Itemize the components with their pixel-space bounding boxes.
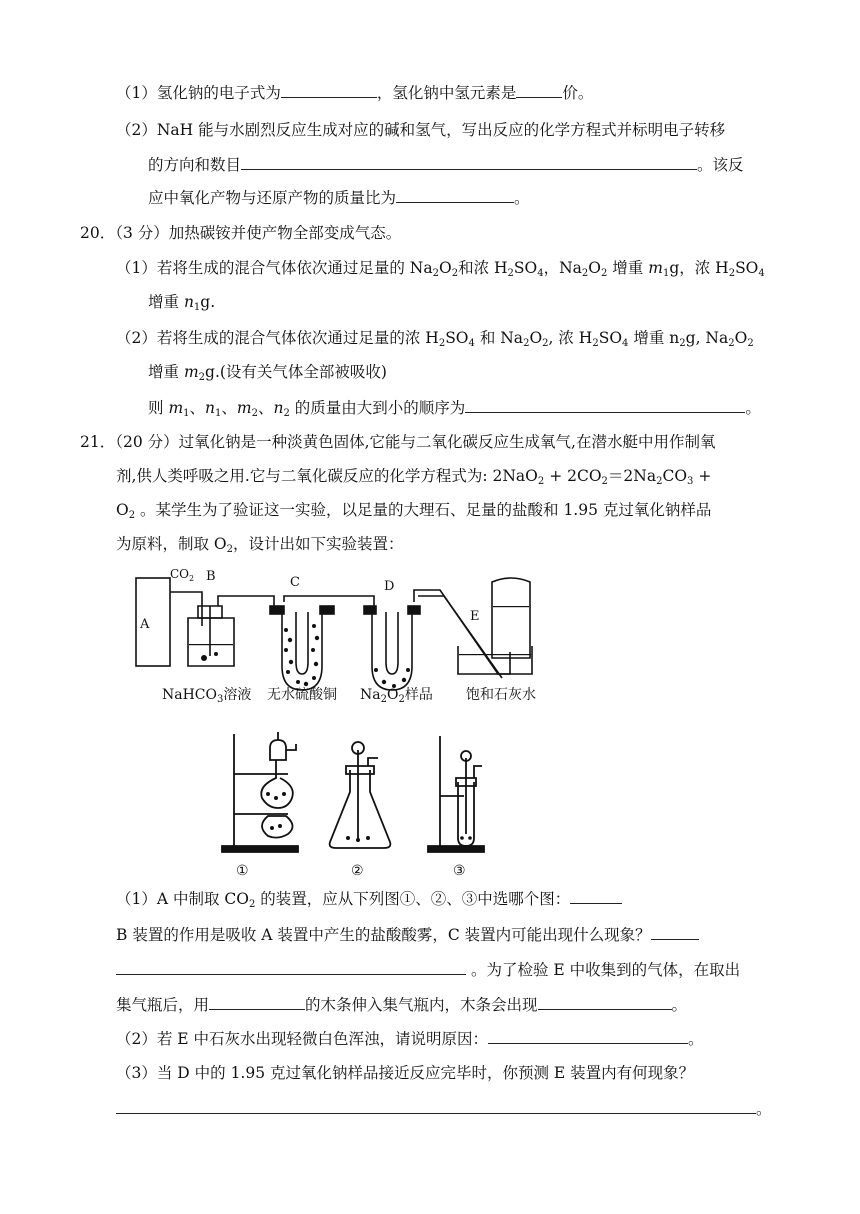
q21-text: （1）A 中制取 CO (116, 890, 249, 908)
q19-p2-text-d: 。 (514, 189, 530, 207)
q20-text: ，Na (543, 259, 582, 277)
q21-line2: 剂,供人类呼吸之用.它与二氧化碳反应的化学方程式为: $2NaO_2 + 2CO_2=2Na_2CO_3$ + (116, 467, 712, 487)
caption-nahco3: NaHCO$_3$溶液 (162, 687, 252, 705)
q21-text: 为原料，制取 O (116, 535, 227, 553)
q21-sub2 (116, 1027, 704, 1050)
answer-blank[interactable] (651, 923, 699, 940)
caption-limewater: 饱和石灰水 (466, 687, 536, 703)
q20-text: g.(设有关气体全部被吸收) (205, 363, 387, 381)
q21-text: 集气瓶后，用 (116, 996, 210, 1014)
caption-cuso4: 无水硫酸铜 (267, 687, 337, 703)
q21-text: 剂,供人类呼吸之用.它与二氧化碳反应的化学方程式为: 2Na (116, 467, 526, 485)
label-B: B (206, 569, 216, 584)
q21-sub1-line3 (116, 958, 740, 981)
q21-text: B 装置的作用是吸收 A 装置中产生的盐酸酸雾，C 装置内可能出现什么现象？ (116, 926, 651, 944)
q21-text: ＝2Na (607, 467, 657, 485)
q20-part2-line2: 增重 $m_2g$.(设有关气体全部被吸收) (148, 363, 387, 383)
answer-blank[interactable] (209, 993, 305, 1010)
q21-line1: 21．（20 分）过氧化钠是一种淡黄色固体,它能与二氧化碳反应生成氧气,在潜水艇中用作制氧 (80, 433, 716, 451)
q21-line3: $O_2$ 。某学生为了验证这一实验，以足量的大理石、足量的盐酸和 1.95 克过氧化钠样品 (116, 501, 712, 521)
q20-text: 增重 (607, 259, 649, 277)
q21-sub1-line4 (116, 993, 687, 1016)
granules-C (284, 624, 319, 686)
q20-part1-line2 (148, 291, 215, 313)
q20-text: 增重 (148, 293, 184, 311)
q21-text: （2）若 E 中石灰水出现轻微白色浑浊，请说明原因： (116, 1030, 489, 1048)
q20-text: O (529, 329, 543, 347)
q19-p1-text-c: 价。 (562, 84, 594, 102)
co2-generator-options (218, 730, 508, 862)
q21-line4: 为原料，制取 $O_2$，设计出如下实验装置： (116, 535, 404, 555)
answer-blank[interactable] (396, 186, 514, 203)
u-tube-C (272, 612, 332, 690)
answer-blank[interactable] (116, 958, 466, 975)
label-D: D (384, 579, 395, 594)
q19-p2-text-c: 应中氧化产物与还原产物的质量比为 (148, 189, 397, 207)
q21-text: ，设计出如下实验装置： (233, 535, 404, 553)
q21-text: 的装置，应从下列图①、②、③中选哪个图： (255, 890, 571, 908)
q19-part1 (116, 81, 593, 104)
q21-sub3-answer (116, 1097, 772, 1120)
q20-text: 和浓 H (458, 259, 508, 277)
q20-text: SO (513, 259, 538, 277)
q20-text: O (588, 259, 601, 277)
q20-text: （2）若将生成的混合气体依次通过足量的浓 H (116, 329, 439, 347)
q20-text: SO (735, 259, 759, 277)
q20-part2-line1: （2）若将生成的混合气体依次通过足量的浓 $H_2SO_4$ 和 $Na_2O_2$, 浓 $H_2SO_4$ 增重 $n_2g$, $Na_2O_2$ (116, 329, 754, 349)
q20-part3: 则 $m_1$、$n_1$、$m_2$、$n_2$ 的质量由大到小的顺序为 。 (148, 396, 761, 419)
caption-na2o2: $Na_2O_2$样品 (360, 687, 433, 705)
q21-sub3: （3）当 D 中的 1.95 克过氧化钠样品接近反应完毕时，你预测 E 装置内有何现象？ (116, 1064, 695, 1082)
q20-text: SO (598, 329, 623, 347)
answer-blank[interactable] (289, 153, 663, 170)
answer-blank[interactable] (538, 993, 672, 1010)
answer-blank[interactable] (516, 81, 562, 98)
q20-text: 增重 n (628, 329, 680, 347)
q21-text: O (116, 501, 129, 519)
q20-text: O (438, 259, 452, 277)
q20-var: n (183, 293, 194, 311)
answer-blank[interactable] (281, 81, 377, 98)
q20-text: O (734, 329, 748, 347)
q21-text: + (693, 467, 712, 485)
q20-text: g，浓 H (669, 259, 729, 277)
q20-text: 和 Na (474, 329, 524, 347)
q20-text: 增重 (148, 363, 184, 381)
u-tube-D (364, 612, 420, 690)
q20-text: 。 (745, 399, 761, 417)
q19-part2-line1: （2）NaH 能与水剧烈反应生成对应的碱和氢气，写出反应的化学方程式并标明电子转移 (116, 121, 726, 139)
q19-part2-line2 (148, 153, 744, 176)
label-C: C (290, 575, 300, 590)
q19-p2-text-b: 。该反 (697, 156, 744, 174)
q21-sub1-line2 (116, 923, 699, 946)
q19-p2-text: 的方向和数目 (148, 156, 242, 174)
q21-text: + 2CO (544, 467, 602, 485)
answer-blank[interactable] (116, 1097, 756, 1114)
answer-blank[interactable] (663, 153, 697, 170)
answer-blank[interactable] (465, 396, 745, 413)
q21-text: 。 (756, 1100, 772, 1118)
q20-text: 的质量由大到小的顺序为 (294, 399, 466, 417)
q20-text: g, Na (685, 329, 729, 347)
q21-text: 。为了检验 E 中收集到的气体，在取出 (470, 961, 741, 979)
q20-text: （1）若将生成的混合气体依次通过足量的 Na (116, 259, 433, 277)
bottle-B (188, 618, 234, 666)
q21-text: CO (662, 467, 688, 485)
option-1-number: ① (236, 863, 249, 879)
q20-var: m (648, 259, 663, 277)
conical-flask-2 (330, 770, 391, 848)
q20-part1-line1: （1）若将生成的混合气体依次通过足量的 $Na_2O_2$和浓 $H_2SO_4$，$Na_2O_2$ 增重 $m_1g$，浓 $H_2SO_4$ (116, 259, 765, 279)
q21-sub1-line1: （1）A 中制取 $CO_2$ 的装置，应从下列图①、②、③中选哪个图： (116, 887, 622, 910)
q20-sub: 1 (662, 268, 670, 279)
q20-text: g. (200, 293, 216, 311)
q19-p1-text-a: （1）氢化钠的电子式为 (116, 84, 281, 102)
label-E: E (470, 609, 480, 624)
option-3-number: ③ (453, 863, 466, 879)
q21-text: 。 (671, 996, 688, 1014)
answer-blank[interactable] (488, 1027, 688, 1044)
label-CO2: $CO_2$ (170, 567, 195, 583)
q20-text: , 浓 H (548, 329, 593, 347)
q20-heading: 20．（3 分）加热碳铵并使产物全部变成气态。 (80, 224, 402, 242)
option-2-number: ② (351, 863, 364, 879)
answer-blank[interactable] (570, 887, 622, 904)
q21-text: 的木条伸入集气瓶内，木条会出现 (305, 996, 538, 1014)
q19-part2-line3 (148, 186, 530, 209)
gas-jar-E (492, 578, 530, 658)
label-A: A (140, 617, 150, 632)
q20-sub: 1 (193, 302, 201, 313)
tube-D-E (414, 590, 510, 674)
q19-p1-text-b: ，氢化钠中氢元素是 (376, 84, 517, 102)
q20-text: 则 (148, 399, 169, 417)
q20-text: SO (445, 329, 469, 347)
q21-text: 。某学生为了验证这一实验，以足量的大理石、足量的盐酸和 1.95 克过氧化钠样品 (135, 501, 712, 519)
q21-text: 。 (688, 1030, 704, 1048)
answer-blank[interactable] (241, 153, 289, 170)
